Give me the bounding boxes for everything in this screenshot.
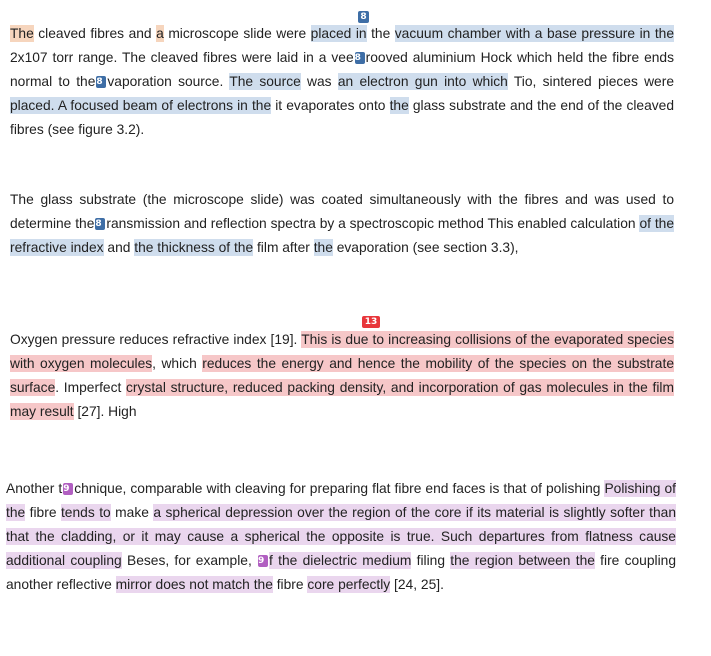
paragraph-glass-substrate (10, 188, 674, 260)
highlight-span: a spherical depression over the region of the core if its material is slightly softer than that the cladding, or it may cause a spherical the opposite is true. Such departures from flatness cause additional coupling (6, 505, 676, 568)
highlight-span: tends to (60, 505, 111, 520)
highlight-span: crystal structure, reduced packing density, and incorporation of gas molecules in the film may result (10, 380, 674, 419)
text-span: . Imperfect (55, 380, 127, 395)
text-span: rooved aluminium Hock which held the fibre ends normal to the (10, 50, 674, 89)
text-span: cleaved fibres and (33, 26, 157, 41)
highlight-span: the (313, 240, 333, 255)
text-span: it evaporates onto (271, 98, 390, 113)
text-span: microscope slide were (163, 26, 311, 41)
text-span: glass substrate and the end of the cleaved fibres (see figure 3.2). (10, 98, 675, 137)
text-span: vaporation source. (107, 74, 230, 89)
highlight-span: vacuum chamber with a base pressure in the (394, 26, 675, 41)
highlight-span: the (389, 98, 409, 113)
paragraph-vacuum-setup (10, 22, 674, 142)
text-span: [24, 25]. (390, 577, 444, 592)
highlight-span: placed. A focused beam of electrons in the (10, 98, 272, 113)
text-span: the (366, 26, 395, 41)
annotation-badge: 9 (258, 555, 268, 567)
text-span: fibre (25, 505, 61, 520)
annotation-badge: 8 (95, 218, 105, 230)
text-span: Beses, for example, (121, 553, 258, 568)
text-span: Tio, sintered pieces were (507, 74, 675, 89)
annotation-badge: 13 (362, 316, 380, 328)
text-span: make (110, 505, 154, 520)
annotation-badge: 8 (96, 76, 106, 88)
text-span: fire coupling another reflective (6, 553, 677, 592)
text-span: was (300, 74, 338, 89)
text-span: and (103, 240, 135, 255)
text-span: 2x107 torr range. The cleaved fibres were laid in a vee (10, 50, 354, 65)
text-span: Oxygen pressure reduces refractive index [19]. (10, 332, 302, 347)
text-span: ransmission and reflection spectra by a spectroscopic method This enabled calculation (106, 216, 640, 231)
text-span: film after (253, 240, 314, 255)
highlight-span: the thickness of the (134, 240, 254, 255)
highlight-span: a (156, 26, 164, 41)
highlight-span: the region between the (450, 553, 595, 568)
highlight-span: Polishing of the (6, 481, 676, 520)
highlight-span: reduces the energy and hence the mobility of the species on the substrate surface (10, 356, 674, 395)
paragraph-oxygen-pressure (10, 328, 674, 424)
highlight-span: core perfectly (307, 577, 391, 592)
text-span: The glass substrate (the microscope slide) was coated simultaneously with the fibres and was used to determine the (10, 192, 674, 231)
highlight-span: mirror does not match the (115, 577, 273, 592)
highlight-span: of the refractive index (10, 216, 674, 255)
text-span: evaporation (see section 3.3), (332, 240, 519, 255)
highlight-span: The (10, 26, 34, 41)
text-span: [27]. High (73, 404, 137, 419)
annotation-badge: 9 (63, 483, 73, 495)
text-span: filing (411, 553, 451, 568)
highlight-span: an electron gun into which (337, 74, 508, 89)
annotation-badge: 8 (358, 11, 369, 23)
highlight-span: the dielectric medium (272, 553, 412, 568)
text-span: chnique, comparable with cleaving for preparing flat fibre end faces is that of polishing (74, 481, 605, 496)
highlight-span: The source (229, 74, 301, 89)
text-span: , which (152, 356, 203, 371)
highlight-span: This is due to increasing collisions of the evaporated species with oxygen molecules (10, 332, 674, 371)
text-span: Another t (6, 481, 63, 496)
text-span: fibre (272, 577, 308, 592)
annotation-badge: 8 (355, 52, 365, 64)
paragraph-polishing (6, 477, 676, 597)
highlight-span: placed in (310, 26, 367, 41)
highlight-span: f (269, 553, 273, 568)
